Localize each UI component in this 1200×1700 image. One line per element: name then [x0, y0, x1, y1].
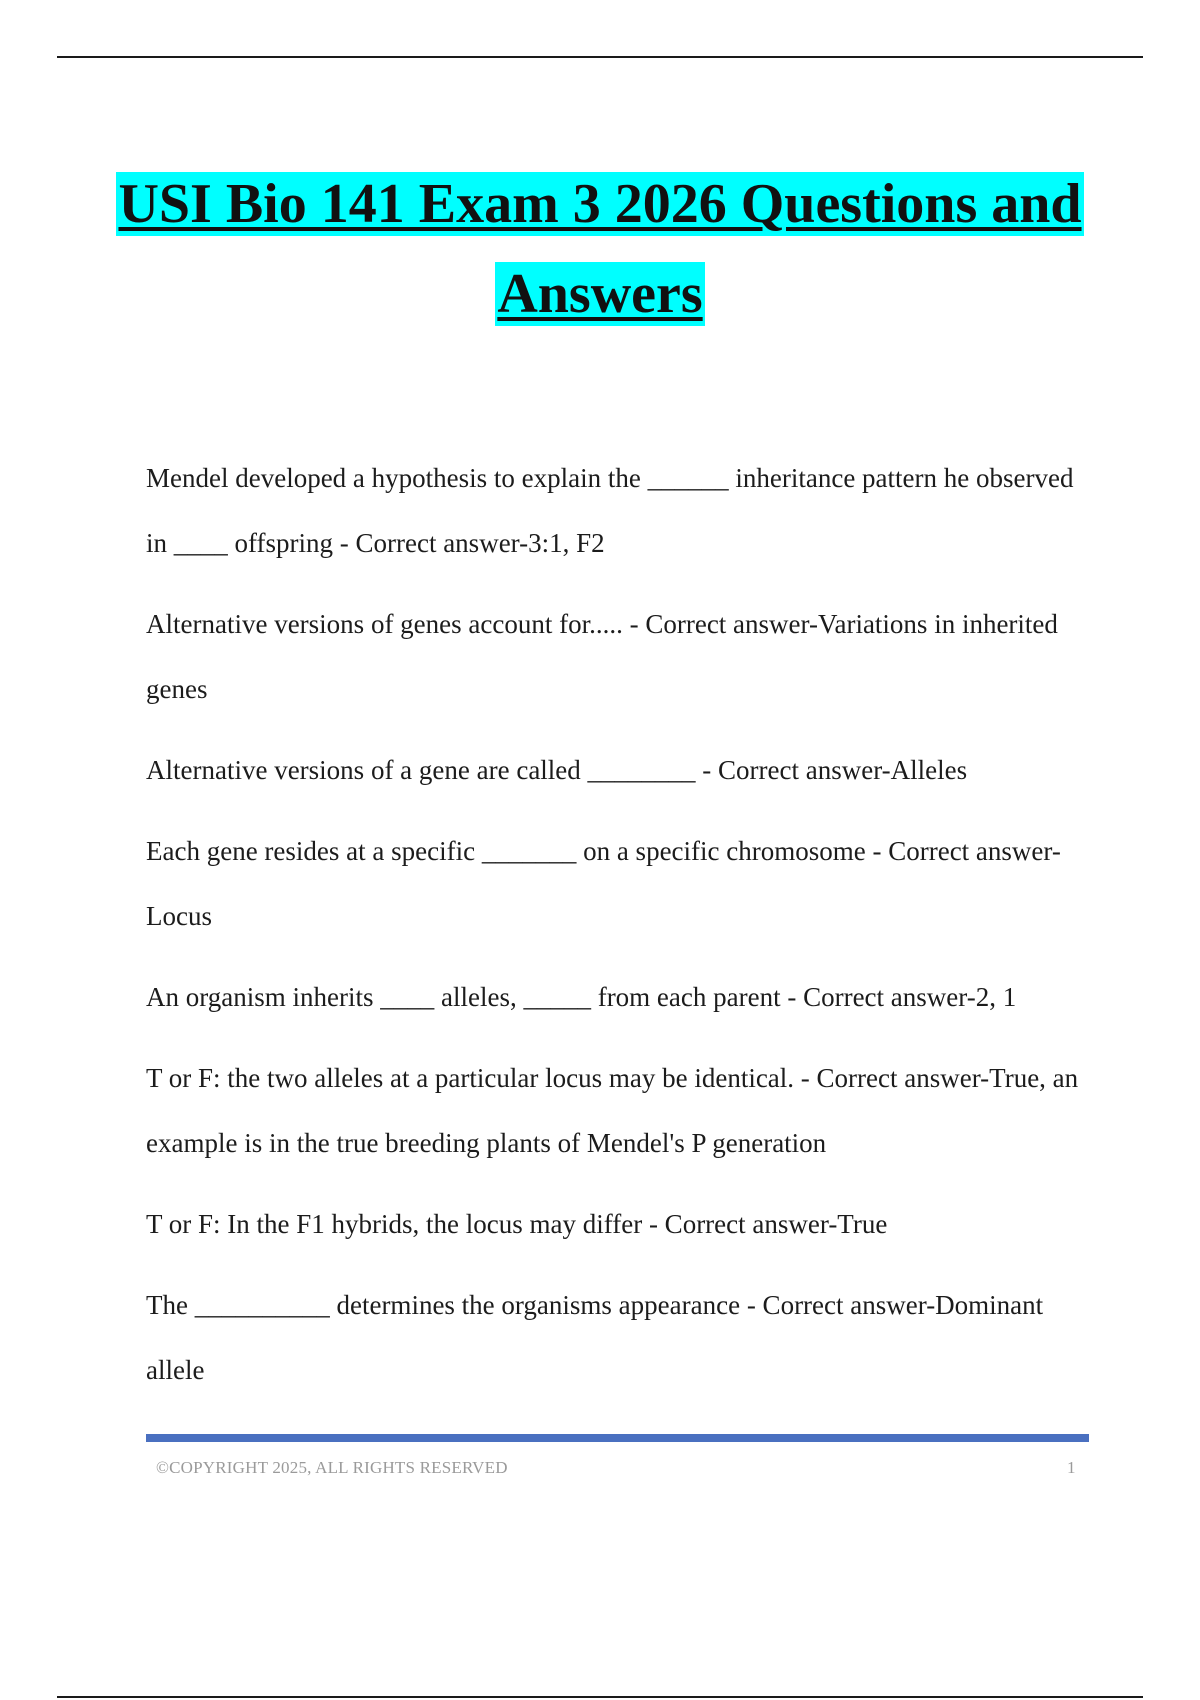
- qa-item: An organism inherits ____ alleles, _____ from each parent - Correct answer-2, 1: [146, 982, 1017, 1012]
- title-line-2: Answers: [497, 263, 703, 325]
- qa-item: Alternative versions of genes account for..... - Correct answer-Variations in inherited genes: [146, 609, 1058, 704]
- title-line-1: USI Bio 141 Exam 3 2026 Questions and: [118, 173, 1082, 235]
- qa-list: [146, 446, 1096, 1419]
- bottom-rule: [57, 1696, 1143, 1698]
- top-rule: [57, 56, 1143, 58]
- qa-item: T or F: In the F1 hybrids, the locus may differ - Correct answer-True: [146, 1209, 888, 1239]
- page-number: 1: [1067, 1458, 1076, 1477]
- qa-item: The __________ determines the organisms appearance - Correct answer-Dominant allele: [146, 1290, 1044, 1385]
- qa-item: Alternative versions of a gene are called ________ - Correct answer-Alleles: [146, 755, 968, 785]
- qa-item: T or F: the two alleles at a particular locus may be identical. - Correct answer-True, an example is in the true breeding plants of Mendel's P generation: [146, 1063, 1079, 1158]
- footer-copyright: ©COPYRIGHT 2025, ALL RIGHTS RESERVED: [156, 1458, 508, 1477]
- footer-divider: [146, 1434, 1089, 1442]
- document-title: [0, 172, 1200, 326]
- qa-item: Mendel developed a hypothesis to explain the ______ inheritance pattern he observed in ____ offspring - Correct answer-3:1, F2: [146, 463, 1074, 558]
- qa-item: Each gene resides at a specific _______ on a specific chromosome - Correct answer-Locus: [146, 836, 1061, 931]
